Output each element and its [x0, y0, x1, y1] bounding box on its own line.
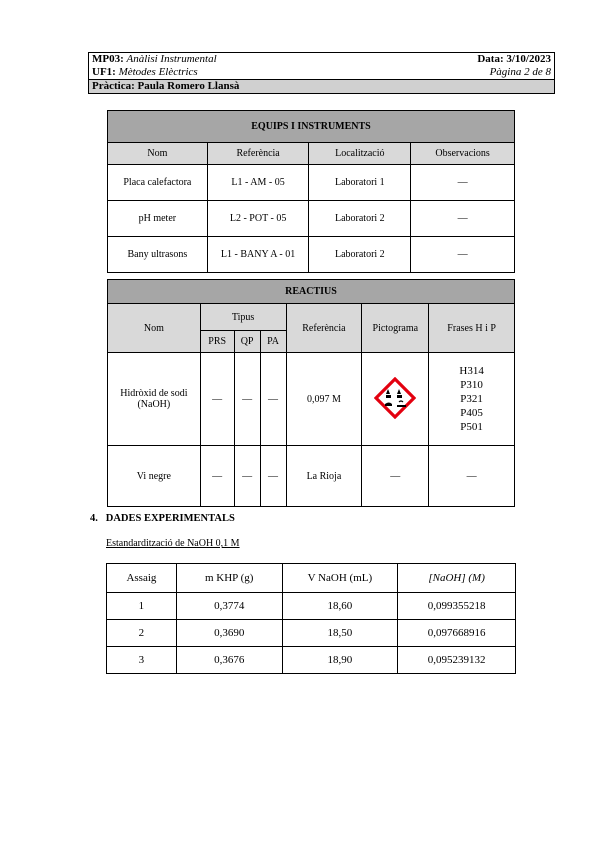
table-row	[108, 446, 515, 507]
col-subheader: PA	[260, 331, 286, 353]
date-label: Data: 3/10/2023	[477, 53, 551, 65]
header-row-3	[89, 79, 554, 93]
page-number: Pàgina 2 de 8	[489, 66, 551, 78]
table-cell: 0,3690	[176, 620, 282, 647]
col-header: Observacions	[411, 143, 515, 165]
table-cell: L1 - AM - 05	[207, 165, 309, 201]
table-cell: —	[200, 446, 234, 507]
col-header: Referència	[286, 304, 362, 353]
reagent-name: Hidròxid de sodi	[120, 388, 188, 399]
table-cell: Vi negre	[108, 446, 201, 507]
table-cell: 0,099355218	[398, 593, 516, 620]
table-cell: 18,90	[282, 647, 398, 674]
table-cell	[362, 353, 429, 446]
practice-title: Pràctica: Paula Romero Llansà	[92, 80, 240, 92]
table-cell: —	[200, 353, 234, 446]
table-cell: Laboratori 1	[309, 165, 411, 201]
col-header: [NaOH] (M)	[398, 564, 516, 593]
module-line	[92, 53, 217, 66]
section-heading: 4. DADES EXPERIMENTALS	[90, 513, 235, 524]
table-cell: 1	[107, 593, 177, 620]
table-cell: Laboratori 2	[309, 201, 411, 237]
equips-table	[107, 110, 515, 273]
table-cell: 18,50	[282, 620, 398, 647]
module-name: Anàlisi Instrumental	[126, 53, 217, 65]
table-cell: —	[362, 446, 429, 507]
col-header: Pictograma	[362, 304, 429, 353]
table-cell: —	[260, 353, 286, 446]
page-header	[88, 52, 555, 94]
equips-header-row	[108, 143, 515, 165]
reactius-header-row	[108, 304, 515, 331]
col-subheader: QP	[234, 331, 260, 353]
col-header: Nom	[108, 304, 201, 353]
table-cell: —	[234, 353, 260, 446]
table-cell: —	[260, 446, 286, 507]
hazard-phrase: P310	[460, 379, 483, 391]
experimental-data-table	[106, 563, 516, 674]
table-cell: 2	[107, 620, 177, 647]
hazard-phrase: P321	[460, 393, 483, 405]
unit-line	[92, 66, 198, 79]
table-cell: Laboratori 2	[309, 237, 411, 273]
table-cell	[108, 353, 201, 446]
equips-title: EQUIPS I INSTRUMENTS	[108, 111, 515, 143]
table-cell: Bany ultrasons	[108, 237, 208, 273]
table-cell: 0,3676	[176, 647, 282, 674]
table-cell	[429, 353, 515, 446]
table-cell: Placa calefactora	[108, 165, 208, 201]
col-header: Localització	[309, 143, 411, 165]
table-row	[108, 353, 515, 446]
table-cell: 18,60	[282, 593, 398, 620]
corrosive-ghs-icon	[374, 377, 416, 419]
table-cell: pH meter	[108, 201, 208, 237]
header-row-1	[89, 53, 554, 66]
table-cell: 0,095239132	[398, 647, 516, 674]
table-cell: 3	[107, 647, 177, 674]
reactius-title: REACTIUS	[108, 280, 515, 304]
table-row	[108, 237, 515, 273]
table-cell: —	[234, 446, 260, 507]
col-header: m KHP (g)	[176, 564, 282, 593]
table-row	[107, 620, 516, 647]
table-cell: —	[411, 237, 515, 273]
table-cell: 0,097668916	[398, 620, 516, 647]
table-cell: —	[411, 201, 515, 237]
table-row	[107, 647, 516, 674]
col-header: Assaig	[107, 564, 177, 593]
hazard-phrase: P501	[460, 421, 483, 433]
col-header: Referència	[207, 143, 309, 165]
table-cell: —	[429, 446, 515, 507]
unit-code: UF1:	[92, 66, 116, 78]
unit-name: Mètodes Elèctrics	[118, 66, 198, 78]
col-header: Frases H i P	[429, 304, 515, 353]
hazard-phrase: P405	[460, 407, 483, 419]
table-cell: 0,097 M	[286, 353, 362, 446]
table-cell: L1 - BANY A - 01	[207, 237, 309, 273]
module-code: MP03:	[92, 53, 124, 65]
col-header: Nom	[108, 143, 208, 165]
table-row	[108, 165, 515, 201]
col-header: V NaOH (mL)	[282, 564, 398, 593]
header-row-2	[89, 66, 554, 79]
section-subtitle: Estandardització de NaOH 0,1 M	[106, 538, 240, 549]
col-header: Tipus	[200, 304, 286, 331]
table-cell: —	[411, 165, 515, 201]
hazard-phrase: H314	[459, 365, 484, 377]
data-header-row	[107, 564, 516, 593]
table-cell: La Rioja	[286, 446, 362, 507]
table-row	[107, 593, 516, 620]
table-cell: L2 - POT - 05	[207, 201, 309, 237]
reactius-table	[107, 279, 515, 507]
table-row	[108, 201, 515, 237]
table-cell: 0,3774	[176, 593, 282, 620]
col-subheader: PRS	[200, 331, 234, 353]
reagent-formula: (NaOH)	[137, 399, 171, 410]
